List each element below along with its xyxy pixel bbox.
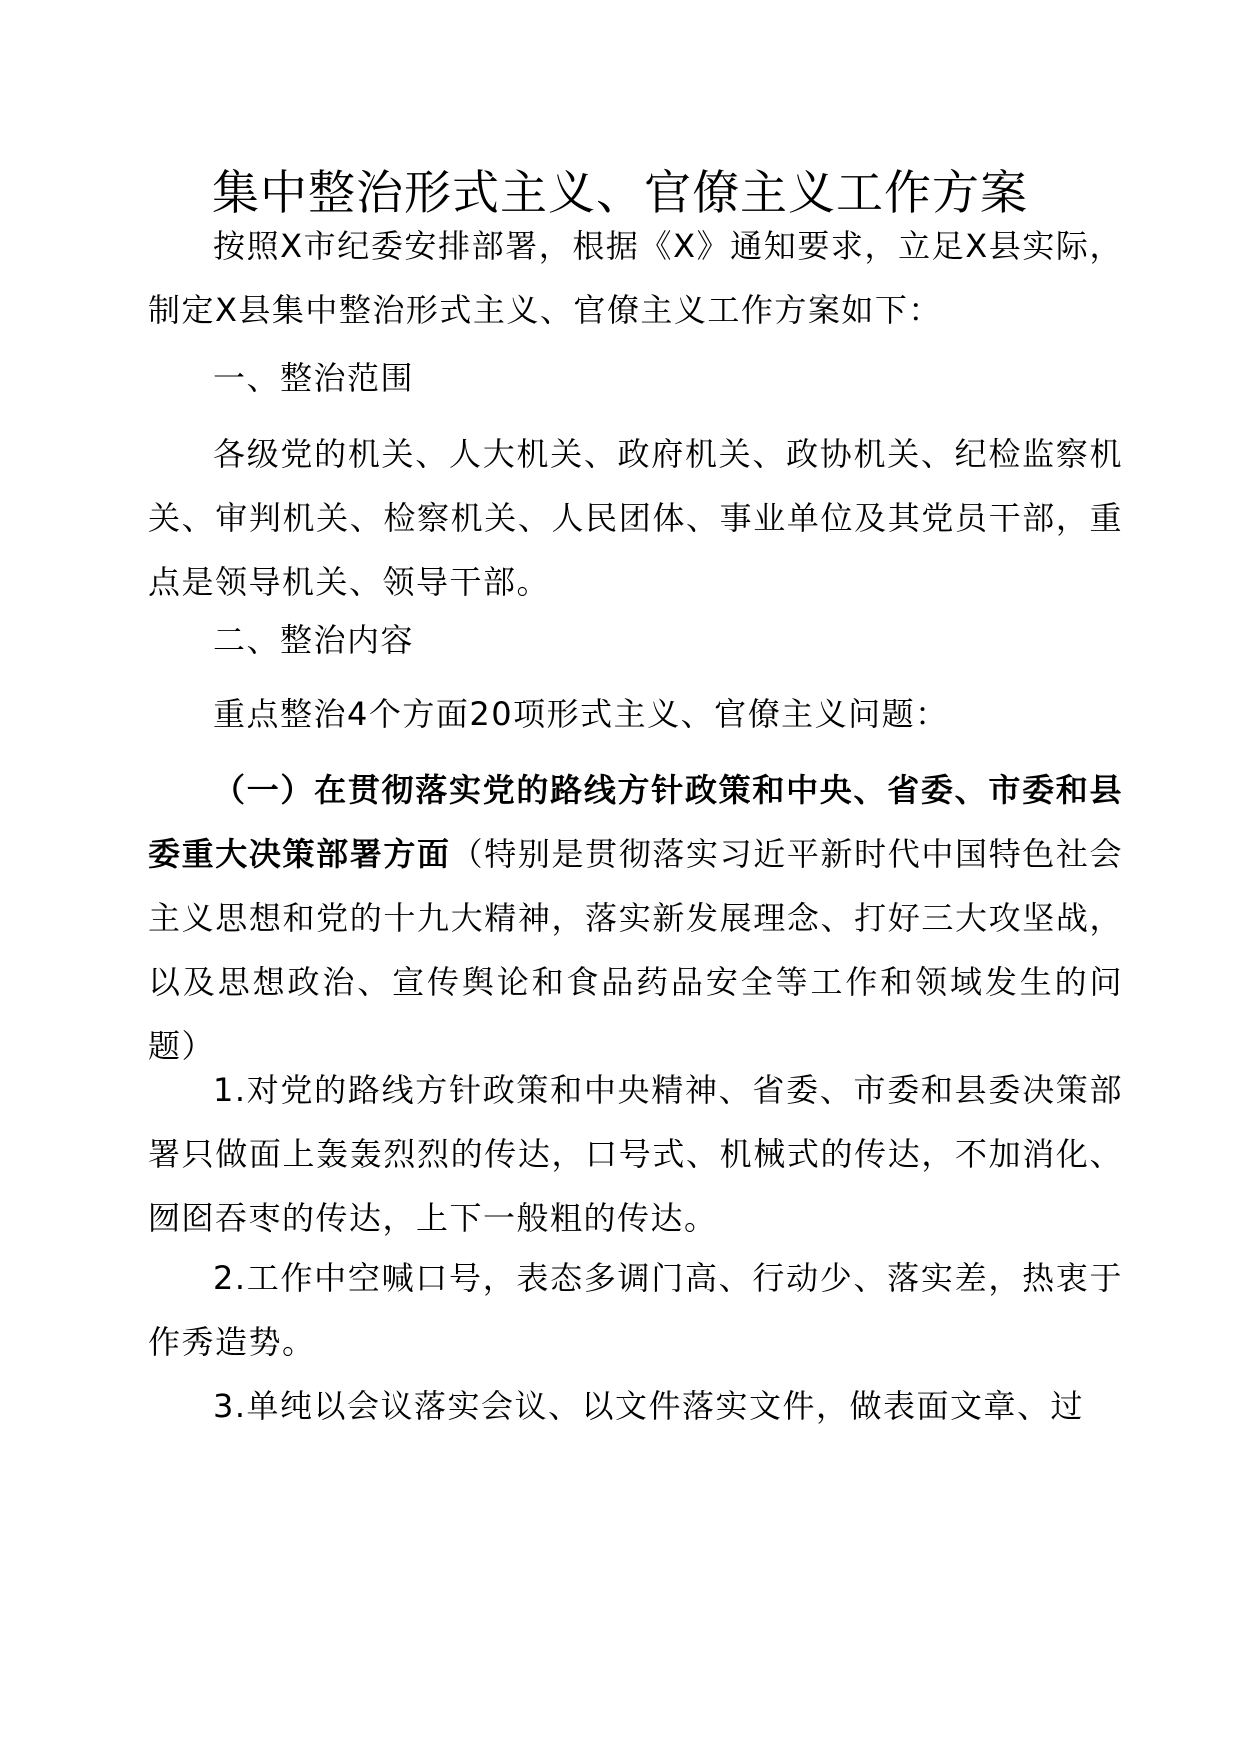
section2-heading: 二、整治内容: [213, 621, 415, 659]
document-title: 集中整治形式主义、官僚主义工作方案: [212, 166, 1028, 221]
item-2: 2.工作中空喊口号，表态多调门高、行动少、落实差，热衷于作秀造势。: [148, 1259, 1123, 1361]
subsection1-note: （特别是贯彻落实习近平新时代中国特色社会主义思想和党的十九大精神，落实新发展理念、打好三大攻坚战，以及思想政治、宣传舆论和食品药品安全等工作和领域发生的问题）: [148, 835, 1123, 1065]
item-1: 1.对党的路线方针政策和中央精神、省委、市委和县委决策部署只做面上轰轰烈烈的传达，口号式、机械式的传达，不加消化、囫囵吞枣的传达，上下一般粗的传达。: [148, 1071, 1123, 1237]
subsection1-paragraph: [148, 758, 1123, 1078]
section2-lead: 重点整治4个方面20项形式主义、官僚主义问题：: [213, 695, 949, 733]
intro-paragraph: 按照X市纪委安排部署，根据《X》通知要求，立足X县实际，制定X县集中整治形式主义、官僚主义工作方案如下：: [148, 227, 1123, 329]
section1-heading: 一、整治范围: [213, 359, 415, 397]
section1-body: 各级党的机关、人大机关、政府机关、政协机关、纪检监察机关、审判机关、检察机关、人民团体、事业单位及其党员干部，重点是领导机关、领导干部。: [148, 435, 1123, 601]
subsection1-heading: （一）在贯彻落实党的路线方针政策和中央、省委、市委和县委重大决策部署方面: [148, 771, 1123, 873]
item-3: 3.单纯以会议落实会议、以文件落实文件，做表面文章、过: [213, 1387, 1085, 1425]
